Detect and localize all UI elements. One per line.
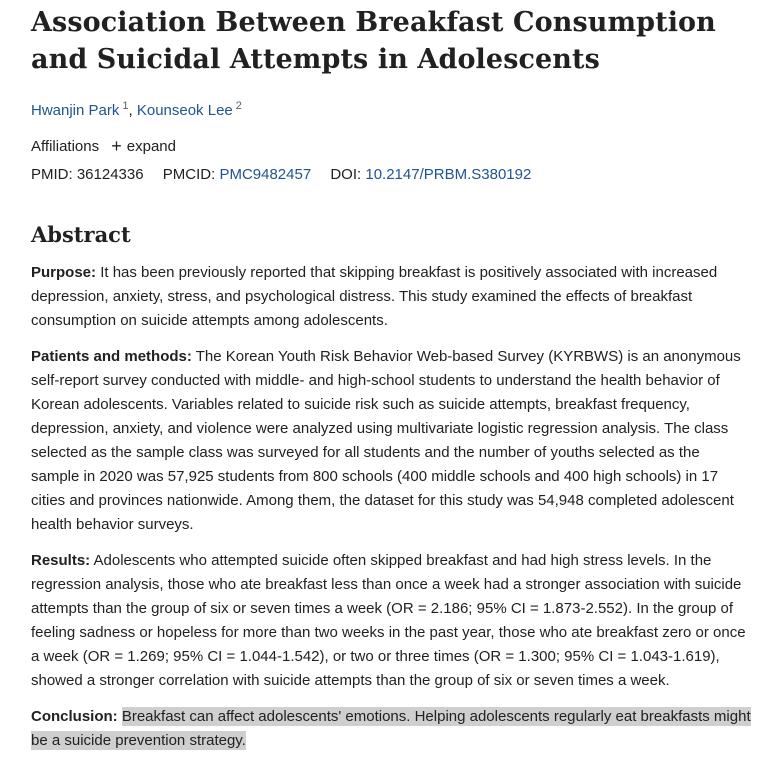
affiliations-row xyxy=(31,137,751,157)
author-link-lee[interactable]: Kounseok Lee xyxy=(136,102,233,119)
conclusion-text-highlighted[interactable]: Breakfast can affect adolescents' emotions. Helping adolescents regularly eat breakfasts might be a suicide prevention strategy. xyxy=(31,708,751,749)
pmid-label: PMID: xyxy=(31,166,73,183)
doi-link[interactable]: 10.2147/PRBM.S380192 xyxy=(365,166,532,183)
abstract-conclusion xyxy=(31,705,751,753)
affiliation-number[interactable]: 1 xyxy=(122,100,129,112)
article-page xyxy=(31,0,751,753)
pmcid-link[interactable]: PMC9482457 xyxy=(219,166,312,183)
abstract-methods xyxy=(31,345,751,537)
purpose-text: It has been previously reported that skipping breakfast is positively associated with increased depression, anxiety, stress, and psychological distress. This study examined the effects of breakfast consumption on suicide attempts among adolescents. xyxy=(31,264,718,329)
results-label: Results: xyxy=(31,552,91,569)
abstract-purpose xyxy=(31,261,751,333)
affiliation-number[interactable]: 2 xyxy=(235,100,242,112)
author-list xyxy=(31,101,751,121)
methods-label: Patients and methods: xyxy=(31,348,192,365)
pmid-value: 36124336 xyxy=(76,166,144,183)
purpose-label: Purpose: xyxy=(31,264,97,281)
article-title: Association Between Breakfast Consumption and Suicidal Attempts in Adolescents xyxy=(31,7,716,75)
conclusion-label: Conclusion: xyxy=(31,708,118,725)
methods-text: The Korean Youth Risk Behavior Web-based Survey (KYRBWS) is an anonymous self-report survey conducted with middle- and high-school students to understand the health behavior of Korean adolescents. Variables related to suicide risk such as suicide attempts, breakfast frequency, depression, anxiety, and violence were analyzed using multivariate logistic regression analysis. The class selected as the sample class was surveyed for all students and the number of youths selected as the sample in 2020 was 57,925 students from 800 schools (400 middle schools and 400 high schools) in 17 cities and provinces nationwide. Among them, the dataset for this study was 54,948 completed adolescent health behavior surveys. xyxy=(31,348,741,533)
plus-icon: + xyxy=(111,136,122,156)
expand-label: expand xyxy=(126,138,176,155)
author-separator: , xyxy=(128,102,133,119)
abstract-results xyxy=(31,549,751,693)
pmcid-label: PMCID: xyxy=(162,166,216,183)
doi-label: DOI: xyxy=(330,166,362,183)
affiliations-label: Affiliations xyxy=(31,138,100,155)
affiliations-expand-button[interactable] xyxy=(111,138,176,155)
author-link-park[interactable]: Hwanjin Park xyxy=(31,102,120,119)
identifiers-row xyxy=(31,165,751,185)
abstract-heading: Abstract xyxy=(31,222,131,247)
results-text: Adolescents who attempted suicide often skipped breakfast and had high stress levels. In the regression analysis, those who ate breakfast less than once a week had a stronger association with suicide attempts than the group of six or seven times a week (OR = 2.186; 95% CI = 1.873-2.552). In the group of feeling sadness or hopeless for more than two weeks in the past year, those who ate breakfast zero or once a week (OR = 1.269; 95% CI = 1.044-1.542), or two or three times (OR = 1.300; 95% CI = 1.043-1.619), showed a stronger correlation with suicide attempts than the group of six or seven times a week. xyxy=(31,552,746,689)
